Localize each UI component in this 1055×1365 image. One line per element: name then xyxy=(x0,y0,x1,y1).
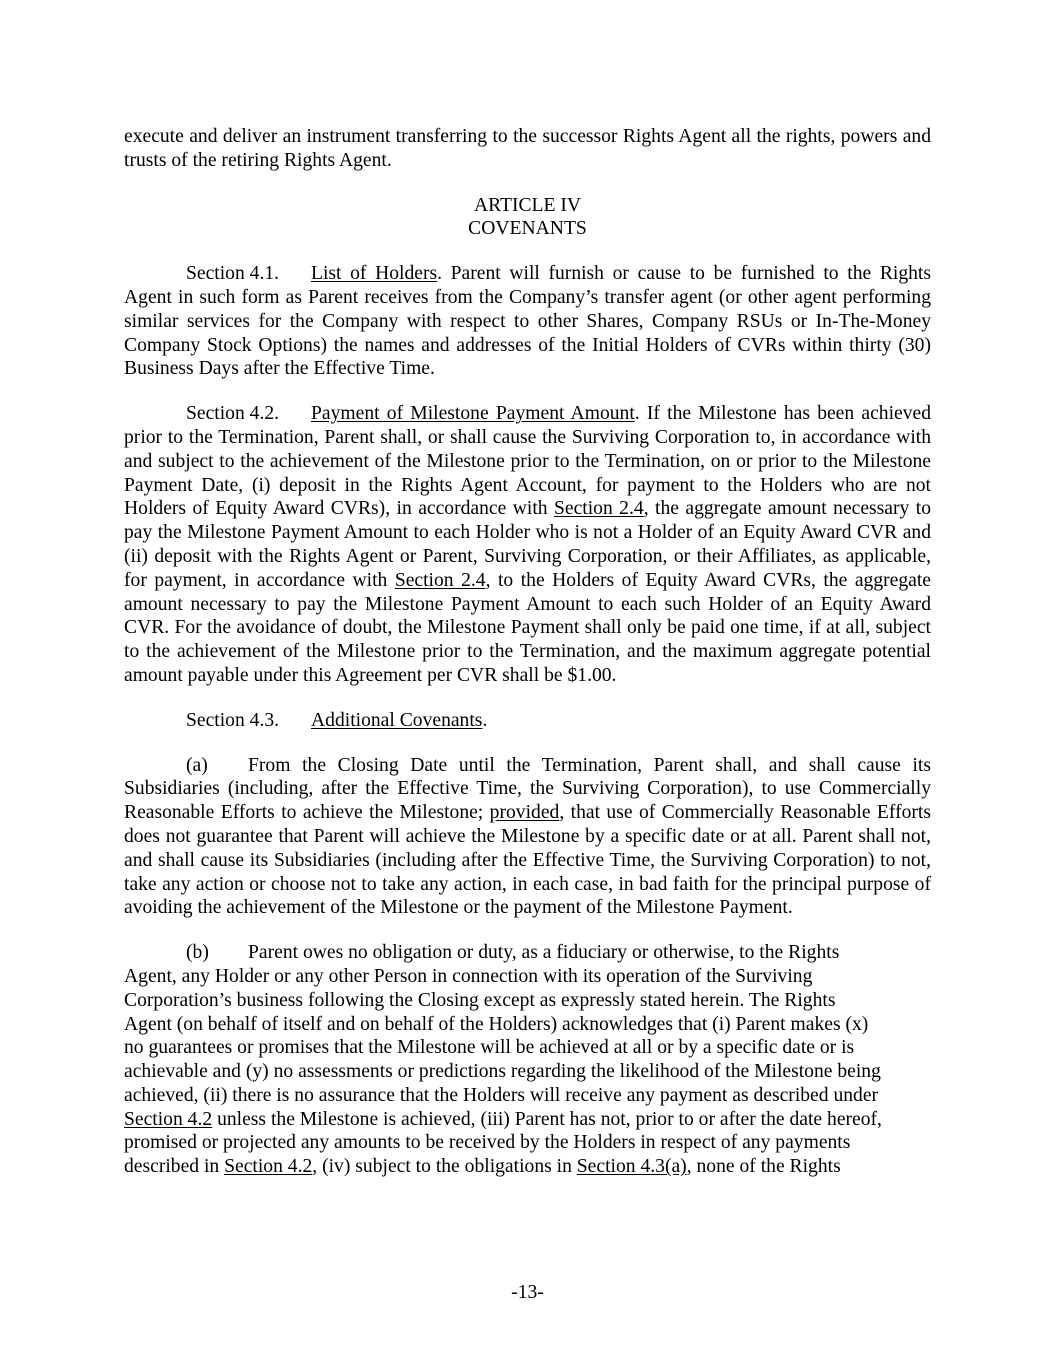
subsection-text: From the Closing Date until the Termination, Parent shall, and shall cause its Subsidiaries (including, after the Effective Time, the Surviving Corporation), to use Commercially Reasonable Efforts to achieve the Milestone; xyxy=(124,754,931,824)
section-heading: List of Holders xyxy=(311,263,438,285)
text-line: Corporation’s business following the Closing except as expressly stated herein. The Rights xyxy=(124,989,836,1011)
text-line xyxy=(124,1155,931,1179)
line-text: described in xyxy=(124,1156,225,1178)
section-4-1 xyxy=(124,262,931,381)
section-heading: Additional Covenants xyxy=(311,709,483,731)
provided-term: provided xyxy=(489,802,560,824)
section-text: . If the Milestone has been achieved prior to the Termination, Parent shall, or shall cause the Surviving Corporation to, in accordance with and subject to the achievement of the Milestone prior to the Termination, on or prior to the Milestone Payment Date, (i) deposit in the Rights Agent Account, for payment to the Holders who are not Holders of Equity Award CVRs), in accordance with xyxy=(124,403,932,520)
line-text: , none of the Rights xyxy=(686,1156,841,1178)
text-line: achieved, (ii) there is no assurance that the Holders will receive any payment as described under xyxy=(124,1084,879,1106)
continuation-paragraph: execute and deliver an instrument transferring to the successor Rights Agent all the rights, powers and trusts of the retiring Rights Agent. xyxy=(124,126,931,171)
subsection-4-3-a xyxy=(124,754,931,921)
page-number: -13- xyxy=(511,1282,544,1303)
cross-reference: Section 4.2 xyxy=(124,1108,213,1130)
section-number: Section 4.2. xyxy=(186,403,280,425)
text-line xyxy=(124,941,931,965)
cross-reference: Section 2.4 xyxy=(553,498,644,520)
section-text: . Parent will furnish or cause to be furnished to the Rights Agent in such form as Parent receives from the Company’s transfer agent (or other agent performing similar services for the Company with respect to other Shares, Company RSUs or In-The-Money Company Stock Options) the names and addresses of the Initial Holders of CVRs within thirty (30) Business Days after the Effective Time. xyxy=(124,263,931,380)
text-line: achievable and (y) no assessments or predictions regarding the likelihood of the Milestone being xyxy=(124,1061,881,1083)
heading-period: . xyxy=(482,709,488,731)
cross-reference: Section 4.3(a) xyxy=(576,1156,687,1178)
cross-reference: Section 4.2 xyxy=(224,1156,313,1178)
section-4-3-heading xyxy=(124,709,931,733)
subsection-label: (b) xyxy=(186,942,209,964)
section-text: , to the Holders of Equity Award CVRs, the aggregate amount necessary to pay the Milestone Payment Amount to each such Holder of an Equity Award CVR. For the avoidance of doubt, the Milestone Payment shall only be paid one time, if at all, subject to the achievement of the Milestone prior to the Termination, and the maximum aggregate potential amount payable under this Agreement per CVR shall be $1.00. xyxy=(124,569,931,686)
text-line: Agent, any Holder or any other Person in connection with its operation of the Surviving xyxy=(124,965,813,987)
page-body xyxy=(124,125,931,1179)
subsection-text: , that use of Commercially Reasonable Efforts does not guarantee that Parent will achieve the Milestone by a specific date or at all. Parent shall not, and shall cause its Subsidiaries (including after the Effective Time, the Surviving Corporation) to not, take any action or choose not to take any action, in each case, in bad faith for the principal purpose of avoiding the achievement of the Milestone or the payment of the Milestone Payment. xyxy=(124,802,931,919)
section-number: Section 4.1. xyxy=(186,263,280,285)
article-label: ARTICLE IV xyxy=(473,194,582,216)
section-heading: Payment of Milestone Payment Amount xyxy=(311,403,635,425)
section-text: , the aggregate amount necessary to pay the Milestone Payment Amount to each Holder who is not a Holder of an Equity Award CVR and (ii) deposit with the Rights Agent or Parent, Surviving Corporation, or their Affiliates, as applicable, for payment, in accordance with xyxy=(124,498,931,591)
line-text: , (iv) subject to the obligations in xyxy=(312,1156,577,1178)
text-line xyxy=(124,1108,931,1132)
text-line: Agent (on behalf of itself and on behalf of the Holders) acknowledges that (i) Parent makes (x) xyxy=(124,1013,869,1035)
section-number: Section 4.3. xyxy=(186,709,280,731)
subsection-label: (a) xyxy=(186,754,208,776)
text-line: promised or projected any amounts to be received by the Holders in respect of any payments xyxy=(124,1132,851,1154)
line-text: Parent owes no obligation or duty, as a fiduciary or otherwise, to the Rights xyxy=(248,942,840,964)
line-text: unless the Milestone is achieved, (iii) Parent has not, prior to or after the date hereof, xyxy=(212,1108,882,1130)
article-title: COVENANTS xyxy=(468,218,587,240)
text-line: no guarantees or promises that the Milestone will be achieved at all or by a specific date or is xyxy=(124,1037,855,1059)
cross-reference: Section 2.4 xyxy=(394,569,486,591)
subsection-4-3-b xyxy=(124,941,931,1179)
section-4-2 xyxy=(124,402,931,688)
